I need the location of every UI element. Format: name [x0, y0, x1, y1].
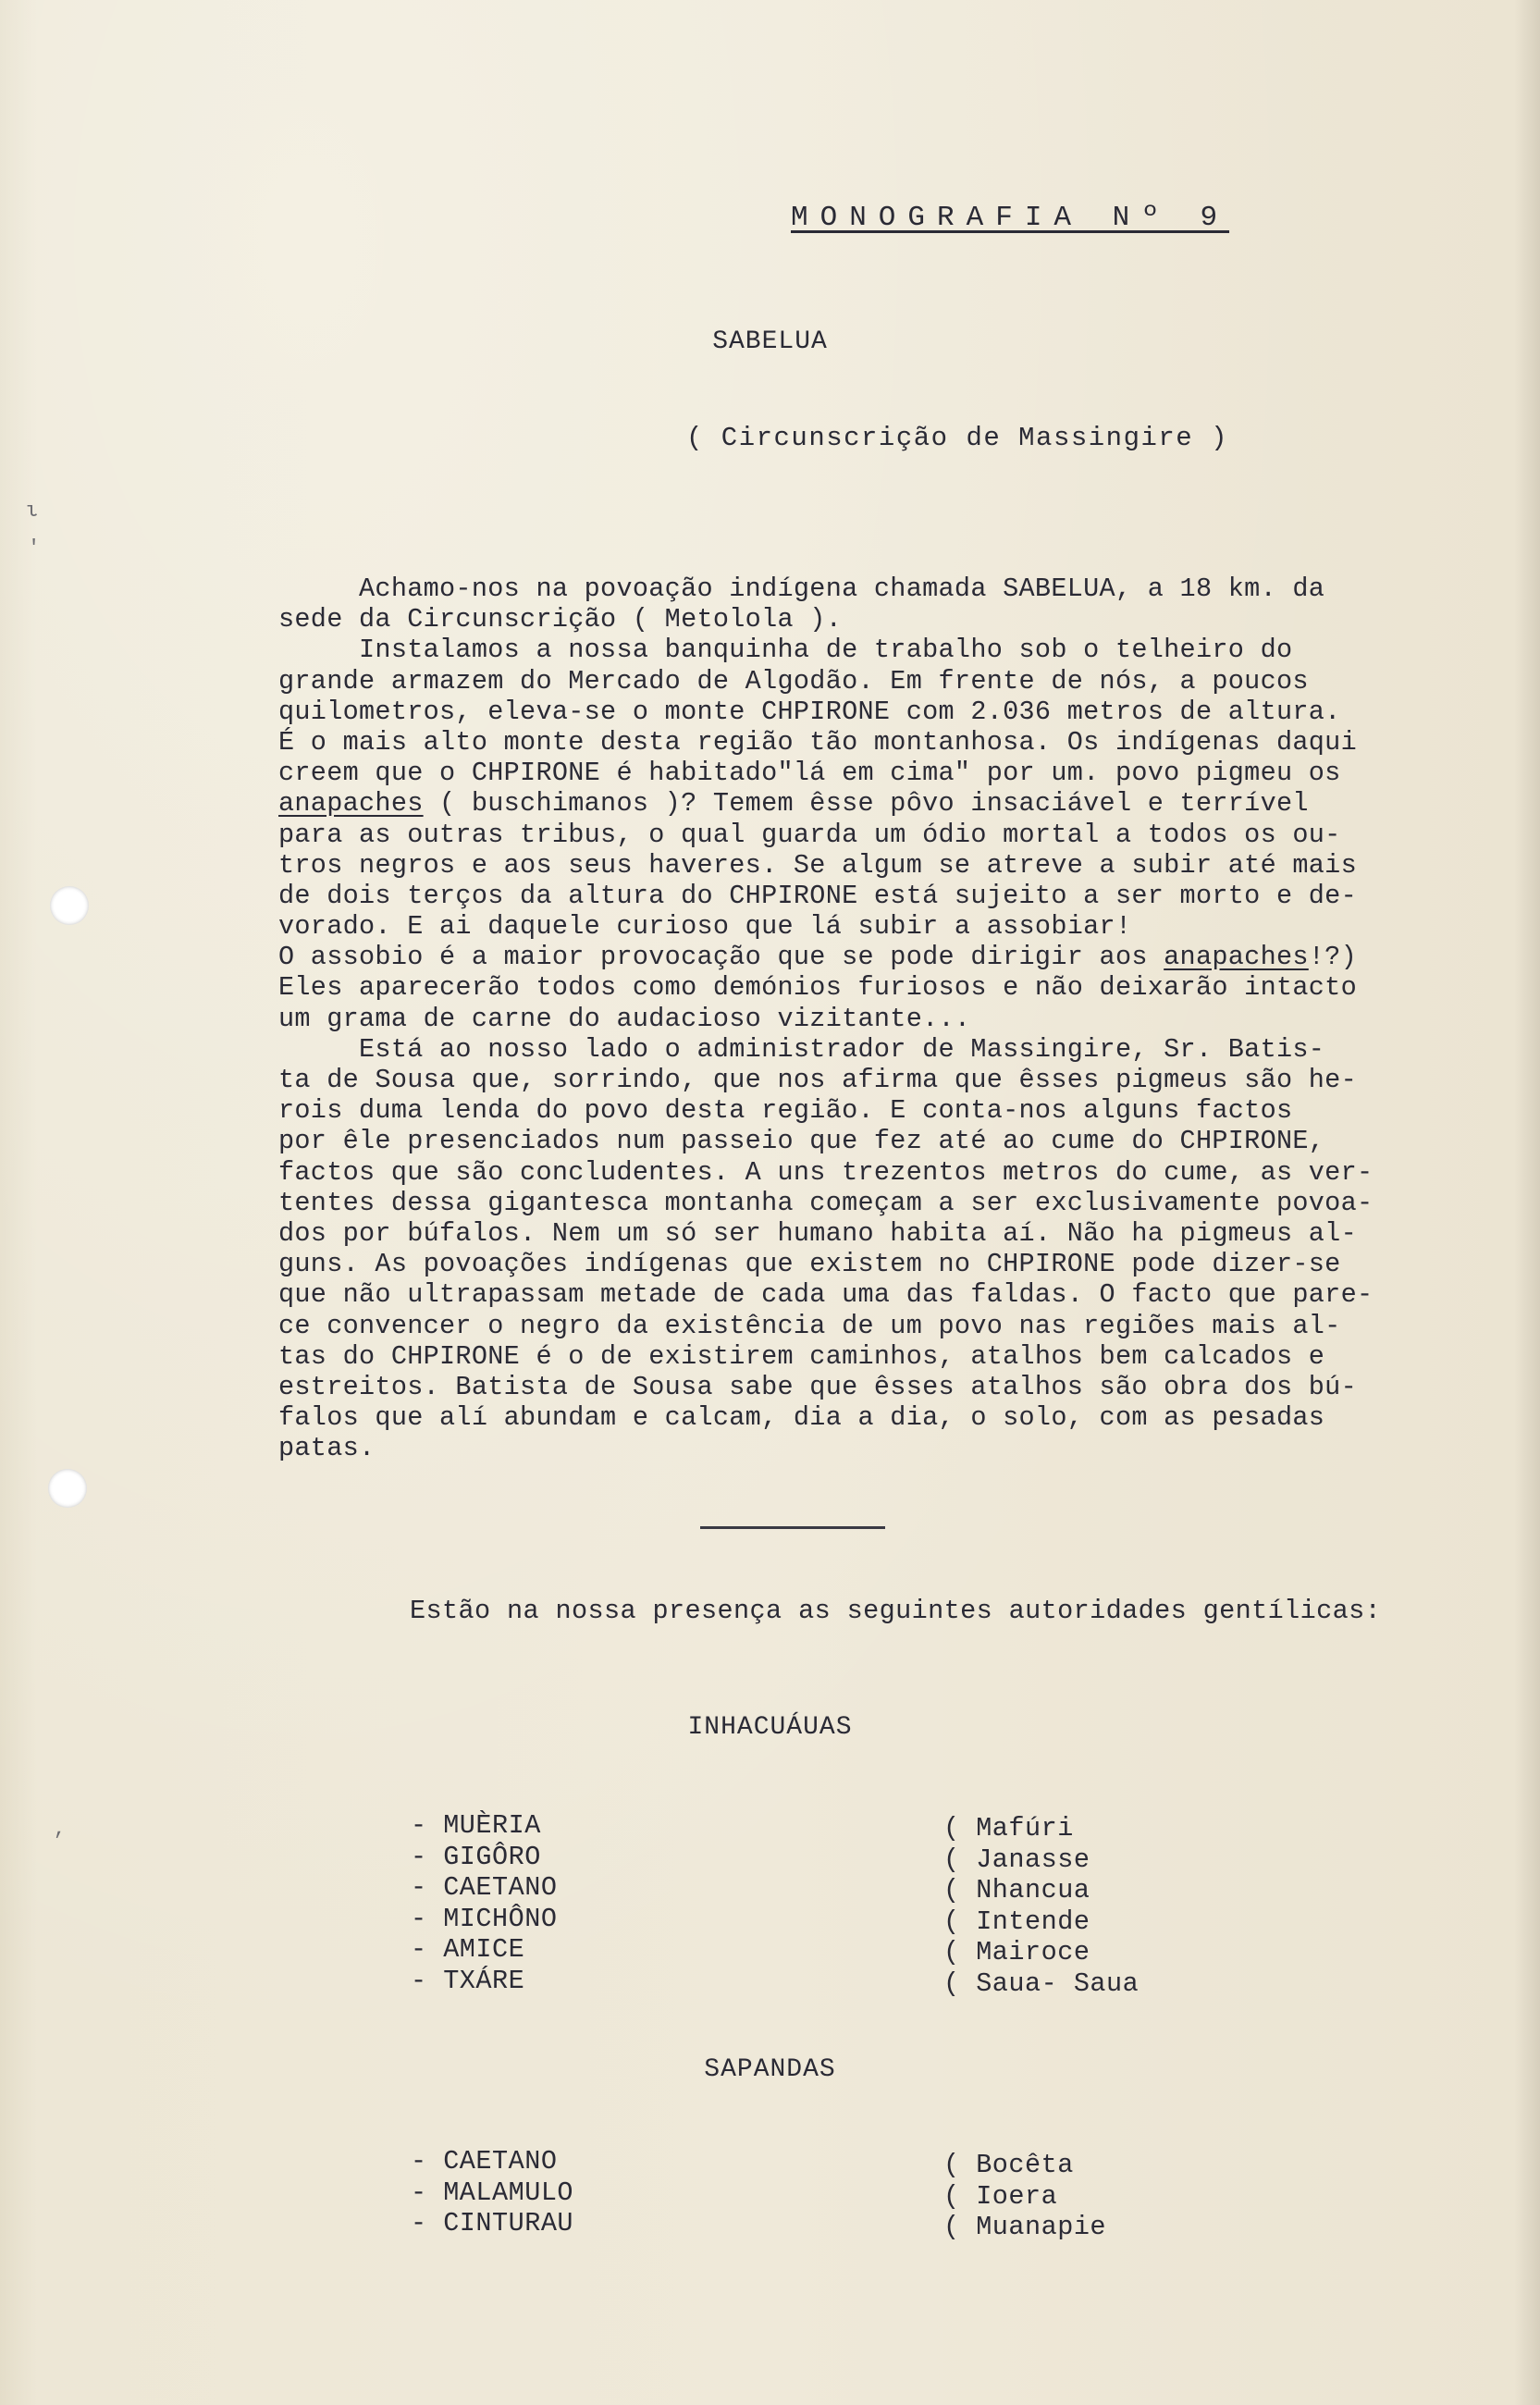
body-paragraphs — [278, 574, 1518, 1463]
text-segment: O assobio é a maior provocação que se pode dirigir aos — [278, 942, 1164, 973]
group-heading: SAPANDAS — [704, 2055, 836, 2084]
place-name: ( Mafúri — [943, 1813, 1074, 1844]
text-line: tros negros e aos seus haveres. Se algum se atreve a subir até mais — [278, 849, 1357, 881]
text-segment: !?) — [1308, 942, 1357, 973]
section-divider — [700, 1526, 885, 1529]
underlined-term: anapaches — [1164, 942, 1309, 973]
text-line: de dois terços da altura do CHPIRONE está sujeito a ser morto e de- — [278, 880, 1357, 911]
text-line: grande armazem do Mercado de Algodão. Em frente de nós, a poucos — [278, 665, 1309, 697]
place-name: ( Ioera — [943, 2180, 1058, 2212]
text-line: estreitos. Batista de Sousa sabe que êsses atalhos são obra dos bú- — [278, 1371, 1357, 1402]
places-list — [943, 1813, 1139, 1999]
chief-name: - CAETANO — [411, 1872, 558, 1903]
place-name: ( Intende — [943, 1906, 1090, 1937]
text-line: ta de Sousa que, sorrindo, que nos afirma que êsses pigmeus são he- — [278, 1065, 1357, 1095]
underlined-term: anapaches — [278, 788, 424, 820]
group-heading: INHACUÁUAS — [687, 1713, 853, 1742]
text-line: Eles aparecerão todos como demónios furiosos e não deixarão intacto — [278, 972, 1357, 1004]
text-line: vorado. E ai daquele curioso que lá subir a assobiar! — [278, 911, 1132, 943]
text-line: quilometros, eleva-se o monte CHPIRONE com 2.036 metros de altura. — [278, 696, 1341, 727]
text-line: um grama de carne do audacioso vizitante... — [278, 1003, 971, 1034]
text-segment: ( buschimanos )? Temem êsse pôvo insaciável e terrível — [423, 788, 1309, 820]
text-line: creem que o CHPIRONE é habitado"lá em cima" por um. povo pigmeu os — [278, 758, 1341, 789]
text-line: Achamo-nos na povoação indígena chamada SABELUA, a 18 km. da — [278, 574, 1325, 604]
text-line: falos que alí abundam e calcam, dia a dia, o solo, com as pesadas — [278, 1402, 1325, 1434]
chief-name: - MALAMULO — [411, 2177, 574, 2208]
margin-mark: , — [54, 1818, 67, 1841]
document-heading: SABELUA — [712, 327, 828, 356]
chiefs-list — [411, 2146, 573, 2239]
text-line: tentes dessa gigantesca montanha começam a ser exclusivamente povoa- — [278, 1187, 1374, 1218]
page-edge-shadow — [1514, 0, 1540, 2405]
document-subheading: ( Circunscrição de Massingire ) — [686, 423, 1228, 453]
margin-mark: ι — [26, 500, 39, 523]
chief-name: - GIGÔRO — [411, 1841, 541, 1872]
text-line: guns. As povoações indígenas que existem no CHPIRONE pode dizer-se — [278, 1249, 1341, 1280]
text-line: rois duma lenda do povo desta região. E conta-nos alguns factos — [278, 1095, 1293, 1127]
punch-hole — [48, 1469, 87, 1508]
margin-mark: ' — [28, 536, 41, 560]
text-line: factos que são concludentes. A uns trezentos metros do cume, as ver- — [278, 1156, 1374, 1188]
chiefs-list — [411, 1810, 557, 1996]
place-name: ( Bocêta — [943, 2150, 1074, 2180]
document-title: MONOGRAFIA Nº 9 — [791, 202, 1230, 234]
text-line: dos por búfalos. Nem um só ser humano habita aí. Não ha pigmeus al- — [278, 1217, 1357, 1249]
authorities-intro: Estão na nossa presença as seguintes autoridades gentílicas: — [410, 1596, 1382, 1626]
text-line: tas do CHPIRONE é o de existirem caminhos, atalhos bem calcados e — [278, 1340, 1325, 1372]
text-line: Está ao nosso lado o administrador de Massingire, Sr. Batis- — [278, 1033, 1325, 1065]
text-line: para as outras tribus, o qual guarda um ódio mortal a todos os ou- — [278, 819, 1341, 850]
punch-hole — [50, 886, 89, 925]
text-line: É o mais alto monte desta região tão montanhosa. Os indígenas daqui — [278, 726, 1357, 758]
text-line: que não ultrapassam metade de cada uma das faldas. O facto que pare- — [278, 1279, 1374, 1311]
places-list — [943, 2150, 1106, 2243]
place-name: ( Saua- Saua — [943, 1967, 1140, 1999]
place-name: ( Janasse — [943, 1844, 1090, 1875]
text-line: Instalamos a nossa banquinha de trabalho sob o telheiro do — [278, 635, 1293, 666]
text-line: ce convencer o negro da existência de um povo nas regiões mais al- — [278, 1310, 1341, 1341]
place-name: ( Muanapie — [943, 2212, 1107, 2242]
chief-name: - CAETANO — [411, 2146, 558, 2177]
chief-name: - MUÈRIA — [411, 1810, 541, 1841]
text-line — [278, 942, 1518, 972]
chief-name: - CINTURAU — [411, 2208, 574, 2238]
chief-name: - TXÁRE — [411, 1965, 525, 1996]
place-name: ( Nhancua — [943, 1875, 1090, 1906]
chief-name: - MICHÔNO — [411, 1903, 558, 1934]
place-name: ( Mairoce — [943, 1937, 1090, 1967]
text-line: por êle presenciados num passeio que fez até ao cume do CHPIRONE, — [278, 1126, 1325, 1157]
text-line: patas. — [278, 1433, 376, 1464]
text-line: sede da Circunscrição ( Metolola ). — [278, 604, 843, 635]
chief-name: - AMICE — [411, 1934, 525, 1965]
text-line — [278, 788, 1518, 819]
